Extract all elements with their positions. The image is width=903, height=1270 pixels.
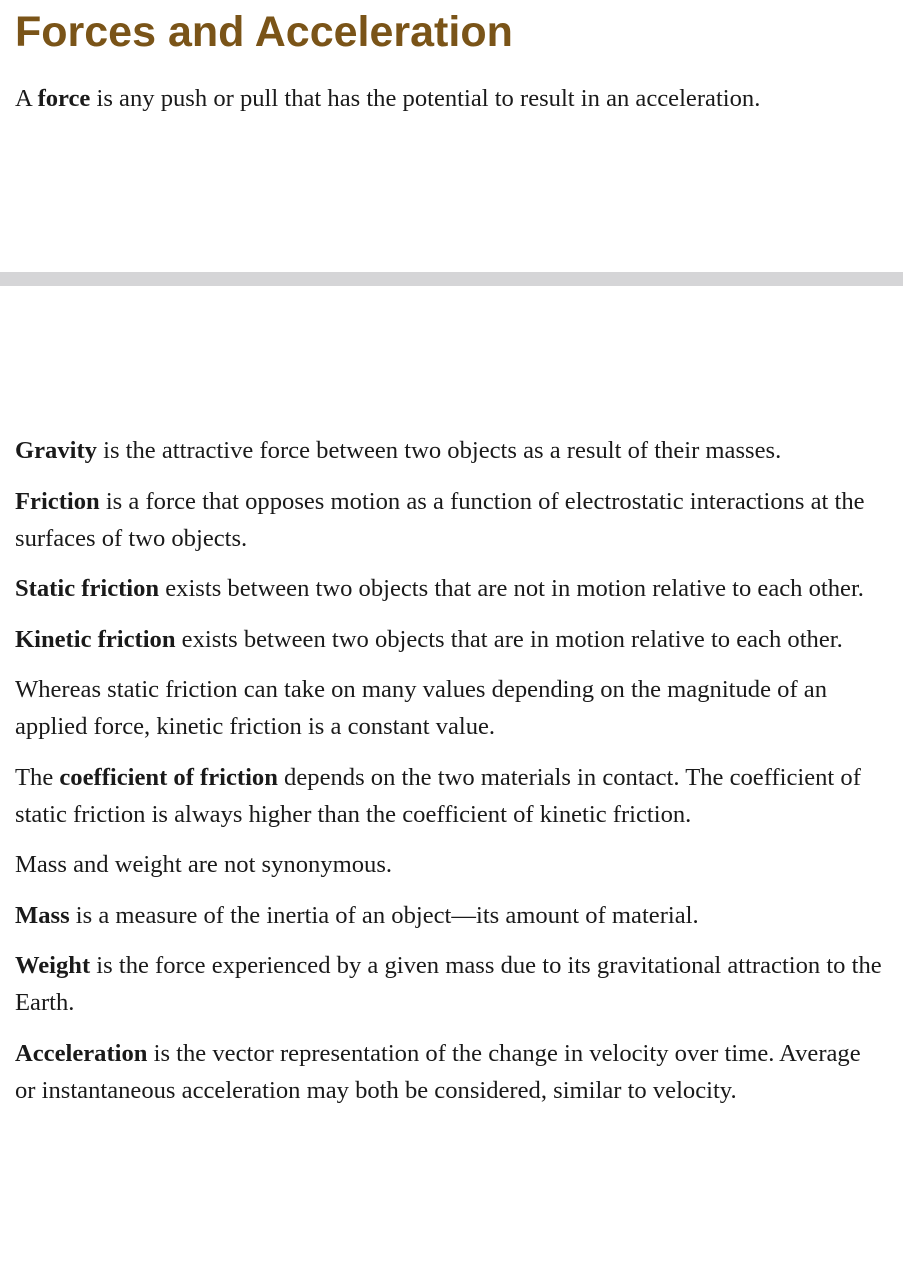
intro-paragraph: [15, 80, 895, 117]
definition-mass: [15, 897, 883, 934]
definition-friction: [15, 483, 883, 557]
definition-term: Kinetic friction: [15, 625, 176, 653]
definition-term: Friction: [15, 487, 100, 515]
definition-term: coefficient of friction: [59, 763, 278, 791]
definition-coefficient-of-friction: [15, 759, 883, 833]
definition-text: is the attractive force between two objects as a result of their masses.: [96, 437, 782, 464]
definition-gravity: [15, 432, 883, 469]
definition-text: is a force that opposes motion as a function of electrostatic interactions at the surfaces of two objects.: [15, 487, 865, 552]
paragraph-static-vs-kinetic: [15, 671, 883, 745]
definition-before: The: [15, 763, 60, 791]
paragraph-text: Whereas static friction can take on many values depending on the magnitude of an applied force, kinetic friction is a constant value.: [15, 676, 827, 740]
intro-before: A: [15, 85, 38, 112]
definition-text: depends on the two materials in contact. The coefficient of static friction is always higher than the coefficient of kinetic friction.: [15, 763, 861, 828]
definition-kinetic-friction: [15, 621, 883, 658]
definition-text: is a measure of the inertia of an object—its amount of material.: [69, 901, 699, 929]
definition-term: Acceleration: [15, 1039, 148, 1067]
section-divider: [0, 272, 903, 286]
definition-acceleration: [15, 1035, 883, 1109]
paragraph-text: Mass and weight are not synonymous.: [15, 851, 393, 878]
page-title: Forces and Acceleration: [15, 8, 513, 56]
paragraph-mass-weight: [15, 846, 883, 883]
definition-text: exists between two objects that are in motion relative to each other.: [175, 625, 843, 653]
definition-term: Static friction: [15, 575, 160, 602]
definition-text: is the force experienced by a given mass due to its gravitational attraction to the Earth.: [15, 952, 882, 1016]
intro-term: force: [37, 85, 91, 112]
intro-after: is any push or pull that has the potential to result in an acceleration.: [90, 85, 761, 112]
definition-term: Gravity: [15, 437, 97, 464]
definition-term: Mass: [15, 901, 70, 929]
definition-text: exists between two objects that are not in motion relative to each other.: [159, 575, 864, 602]
definition-weight: [15, 947, 883, 1021]
definitions-section: [15, 432, 883, 1122]
definition-static-friction: [15, 570, 883, 607]
definition-text: is the vector representation of the change in velocity over time. Average or instantaneous acceleration may both be considered, similar to velocity.: [15, 1039, 861, 1104]
definition-term: Weight: [15, 952, 91, 979]
